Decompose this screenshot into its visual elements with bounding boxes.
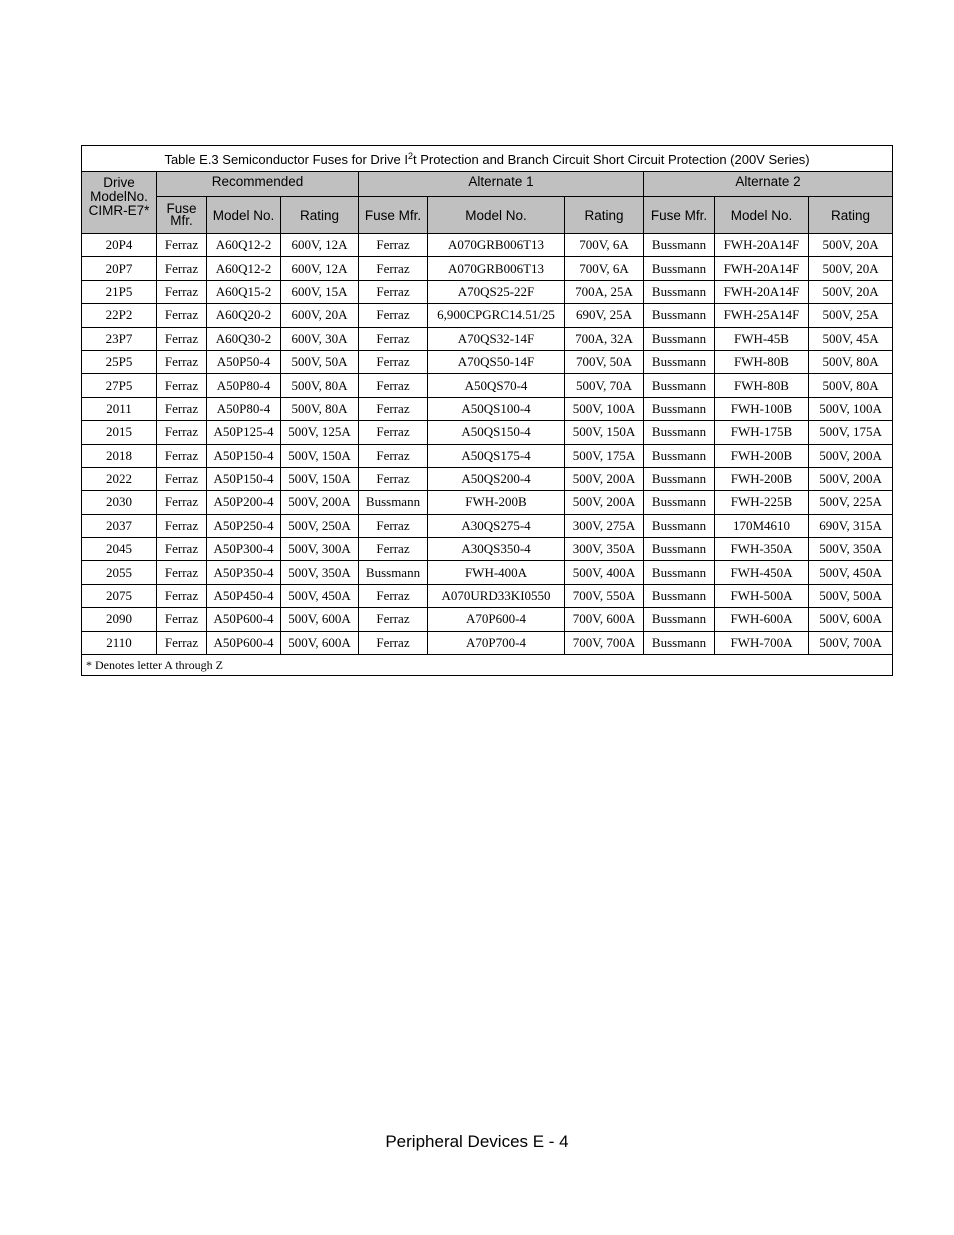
caption-row	[82, 146, 893, 172]
alt1-rating-cell: 700V, 50A	[565, 350, 644, 373]
alt1-model-cell: 6,900CPGRC14.51/25	[428, 304, 565, 327]
alt1-rating-cell: 700A, 25A	[565, 280, 644, 303]
table-row	[82, 444, 893, 467]
alt2-fuse-mfr-cell: Bussmann	[644, 538, 715, 561]
table-row	[82, 584, 893, 607]
alt1-model-cell: A70P600-4	[428, 608, 565, 631]
alt1-rating-cell: 500V, 200A	[565, 491, 644, 514]
alt2-rating-cell: 500V, 80A	[809, 374, 893, 397]
footnote-row	[82, 655, 893, 676]
alt2-model-cell: FWH-600A	[715, 608, 809, 631]
alt2-fuse-mfr-cell: Bussmann	[644, 421, 715, 444]
table-row	[82, 397, 893, 420]
drive-model-cell: 2055	[82, 561, 157, 584]
alt1-rating-cell: 500V, 150A	[565, 421, 644, 444]
alt2-model-cell: FWH-700A	[715, 631, 809, 654]
table-row	[82, 421, 893, 444]
drive-model-cell: 22P2	[82, 304, 157, 327]
drive-model-cell: 2030	[82, 491, 157, 514]
alternate1-model-header: Model No.	[428, 197, 565, 234]
rec-rating-cell: 500V, 125A	[281, 421, 359, 444]
page-footer: Peripheral Devices E - 4	[385, 1132, 569, 1151]
alt2-fuse-mfr-cell: Bussmann	[644, 374, 715, 397]
rec-fuse-mfr-cell: Ferraz	[157, 514, 207, 537]
drive-model-cell: 27P5	[82, 374, 157, 397]
alt1-fuse-mfr-cell: Ferraz	[359, 350, 428, 373]
alt2-fuse-mfr-cell: Bussmann	[644, 280, 715, 303]
table-row	[82, 538, 893, 561]
alternate1-fuse-mfr-header: Fuse Mfr.	[359, 197, 428, 234]
column-header-row	[82, 197, 893, 234]
rec-model-cell: A50P600-4	[207, 608, 281, 631]
alternate2-group-header: Alternate 2	[644, 172, 893, 197]
rec-rating-cell: 500V, 150A	[281, 467, 359, 490]
rec-rating-cell: 600V, 15A	[281, 280, 359, 303]
alt1-fuse-mfr-cell: Ferraz	[359, 608, 428, 631]
alt1-model-cell: A30QS275-4	[428, 514, 565, 537]
rec-model-cell: A50P125-4	[207, 421, 281, 444]
alt2-rating-cell: 500V, 80A	[809, 350, 893, 373]
rec-rating-cell: 500V, 80A	[281, 397, 359, 420]
alt2-rating-cell: 500V, 20A	[809, 234, 893, 257]
alt2-rating-cell: 500V, 20A	[809, 280, 893, 303]
table-row	[82, 327, 893, 350]
alt1-rating-cell: 500V, 200A	[565, 467, 644, 490]
rec-model-cell: A50P80-4	[207, 374, 281, 397]
drive-model-cell: 2015	[82, 421, 157, 444]
alt2-model-cell: FWH-100B	[715, 397, 809, 420]
alt2-model-cell: FWH-500A	[715, 584, 809, 607]
drive-model-cell: 2037	[82, 514, 157, 537]
alt2-fuse-mfr-cell: Bussmann	[644, 467, 715, 490]
alt1-model-cell: A70QS32-14F	[428, 327, 565, 350]
drive-model-cell: 23P7	[82, 327, 157, 350]
rec-fuse-mfr-cell: Ferraz	[157, 280, 207, 303]
alt1-fuse-mfr-cell: Ferraz	[359, 397, 428, 420]
rec-model-cell: A60Q30-2	[207, 327, 281, 350]
alt2-fuse-mfr-cell: Bussmann	[644, 257, 715, 280]
alt2-rating-cell: 690V, 315A	[809, 514, 893, 537]
alt1-fuse-mfr-cell: Ferraz	[359, 374, 428, 397]
rec-rating-cell: 500V, 450A	[281, 584, 359, 607]
alt2-model-cell: FWH-200B	[715, 444, 809, 467]
alt1-rating-cell: 500V, 100A	[565, 397, 644, 420]
alt2-fuse-mfr-cell: Bussmann	[644, 304, 715, 327]
table-row	[82, 491, 893, 514]
table-row	[82, 374, 893, 397]
alt1-model-cell: A070GRB006T13	[428, 257, 565, 280]
alt2-rating-cell: 500V, 450A	[809, 561, 893, 584]
alternate2-fuse-mfr-header: Fuse Mfr.	[644, 197, 715, 234]
table-row	[82, 234, 893, 257]
alt1-model-cell: A70QS25-22F	[428, 280, 565, 303]
alt1-rating-cell: 700V, 700A	[565, 631, 644, 654]
rec-model-cell: A50P450-4	[207, 584, 281, 607]
alt1-rating-cell: 700V, 600A	[565, 608, 644, 631]
rec-model-cell: A50P150-4	[207, 444, 281, 467]
rec-model-cell: A50P250-4	[207, 514, 281, 537]
alt1-fuse-mfr-cell: Ferraz	[359, 444, 428, 467]
rec-model-cell: A60Q20-2	[207, 304, 281, 327]
table-row	[82, 608, 893, 631]
drive-model-cell: 2011	[82, 397, 157, 420]
alt1-model-cell: A50QS100-4	[428, 397, 565, 420]
rec-rating-cell: 600V, 20A	[281, 304, 359, 327]
drive-model-cell: 20P4	[82, 234, 157, 257]
rec-fuse-mfr-cell: Ferraz	[157, 397, 207, 420]
rec-model-cell: A60Q12-2	[207, 234, 281, 257]
rec-fuse-mfr-cell: Ferraz	[157, 491, 207, 514]
rec-rating-cell: 500V, 600A	[281, 631, 359, 654]
alternate1-rating-header: Rating	[565, 197, 644, 234]
rec-rating-cell: 500V, 80A	[281, 374, 359, 397]
alt2-rating-cell: 500V, 700A	[809, 631, 893, 654]
rec-fuse-mfr-cell: Ferraz	[157, 444, 207, 467]
alt2-fuse-mfr-cell: Bussmann	[644, 397, 715, 420]
alt2-model-cell: FWH-225B	[715, 491, 809, 514]
alt1-rating-cell: 300V, 350A	[565, 538, 644, 561]
alt1-fuse-mfr-cell: Ferraz	[359, 304, 428, 327]
alt2-rating-cell: 500V, 45A	[809, 327, 893, 350]
alt2-model-cell: FWH-175B	[715, 421, 809, 444]
alt2-model-cell: FWH-80B	[715, 374, 809, 397]
alt1-fuse-mfr-cell: Ferraz	[359, 538, 428, 561]
table-row	[82, 257, 893, 280]
alt1-rating-cell: 300V, 275A	[565, 514, 644, 537]
rec-model-cell: A50P150-4	[207, 467, 281, 490]
group-header-row	[82, 172, 893, 197]
rec-fuse-mfr-cell: Ferraz	[157, 374, 207, 397]
alt1-model-cell: A70P700-4	[428, 631, 565, 654]
rec-fuse-mfr-cell: Ferraz	[157, 608, 207, 631]
rec-rating-cell: 500V, 250A	[281, 514, 359, 537]
alt1-rating-cell: 700A, 32A	[565, 327, 644, 350]
caption-superscript: 2	[407, 150, 413, 161]
drive-model-cell: 2018	[82, 444, 157, 467]
alt1-model-cell: A50QS175-4	[428, 444, 565, 467]
table-row	[82, 561, 893, 584]
alt1-fuse-mfr-cell: Bussmann	[359, 491, 428, 514]
rec-fuse-mfr-cell: Ferraz	[157, 631, 207, 654]
alt2-model-cell: 170M4610	[715, 514, 809, 537]
alt2-rating-cell: 500V, 20A	[809, 257, 893, 280]
caption-text-after: t Protection and Branch Circuit Short Circuit Protection (200V Series)	[412, 151, 810, 167]
alternate2-rating-header: Rating	[809, 197, 893, 234]
rec-rating-cell: 600V, 12A	[281, 234, 359, 257]
rec-fuse-mfr-cell: Ferraz	[157, 584, 207, 607]
alt1-rating-cell: 500V, 175A	[565, 444, 644, 467]
rec-rating-cell: 500V, 50A	[281, 350, 359, 373]
alt2-rating-cell: 500V, 500A	[809, 584, 893, 607]
alt2-fuse-mfr-cell: Bussmann	[644, 514, 715, 537]
alt2-fuse-mfr-cell: Bussmann	[644, 234, 715, 257]
rec-model-cell: A50P600-4	[207, 631, 281, 654]
alt2-fuse-mfr-cell: Bussmann	[644, 444, 715, 467]
alt1-model-cell: A50QS200-4	[428, 467, 565, 490]
alt1-fuse-mfr-cell: Ferraz	[359, 327, 428, 350]
alt1-fuse-mfr-cell: Ferraz	[359, 584, 428, 607]
alt1-rating-cell: 500V, 400A	[565, 561, 644, 584]
alt2-fuse-mfr-cell: Bussmann	[644, 584, 715, 607]
rec-rating-cell: 500V, 150A	[281, 444, 359, 467]
rec-rating-cell: 500V, 350A	[281, 561, 359, 584]
drive-model-cell: 2110	[82, 631, 157, 654]
alt2-rating-cell: 500V, 25A	[809, 304, 893, 327]
alt1-rating-cell: 700V, 550A	[565, 584, 644, 607]
alt2-model-cell: FWH-450A	[715, 561, 809, 584]
rec-fuse-mfr-cell: Ferraz	[157, 421, 207, 444]
alt2-model-cell: FWH-80B	[715, 350, 809, 373]
alt1-model-cell: A50QS70-4	[428, 374, 565, 397]
alt1-fuse-mfr-cell: Ferraz	[359, 257, 428, 280]
recommended-model-header: Model No.	[207, 197, 281, 234]
rec-fuse-mfr-cell: Ferraz	[157, 538, 207, 561]
alt1-model-cell: A70QS50-14F	[428, 350, 565, 373]
alternate2-model-header: Model No.	[715, 197, 809, 234]
table-footnote: * Denotes letter A through Z	[82, 655, 893, 676]
recommended-fuse-mfr-header: Fuse Mfr.	[157, 197, 207, 234]
rec-model-cell: A60Q12-2	[207, 257, 281, 280]
recommended-group-header: Recommended	[157, 172, 359, 197]
alt2-rating-cell: 500V, 350A	[809, 538, 893, 561]
table-row	[82, 280, 893, 303]
alt1-rating-cell: 700V, 6A	[565, 234, 644, 257]
table-row	[82, 350, 893, 373]
alt2-rating-cell: 500V, 200A	[809, 467, 893, 490]
alt1-fuse-mfr-cell: Ferraz	[359, 234, 428, 257]
alt2-rating-cell: 500V, 100A	[809, 397, 893, 420]
alt1-rating-cell: 500V, 70A	[565, 374, 644, 397]
rec-rating-cell: 600V, 30A	[281, 327, 359, 350]
rec-fuse-mfr-cell: Ferraz	[157, 561, 207, 584]
rec-rating-cell: 500V, 300A	[281, 538, 359, 561]
table-row	[82, 467, 893, 490]
rec-fuse-mfr-cell: Ferraz	[157, 327, 207, 350]
rec-model-cell: A50P80-4	[207, 397, 281, 420]
alt2-model-cell: FWH-20A14F	[715, 280, 809, 303]
drive-model-cell: 2075	[82, 584, 157, 607]
rec-model-cell: A60Q15-2	[207, 280, 281, 303]
alt1-model-cell: FWH-400A	[428, 561, 565, 584]
rec-fuse-mfr-cell: Ferraz	[157, 234, 207, 257]
alt2-model-cell: FWH-20A14F	[715, 234, 809, 257]
rec-fuse-mfr-cell: Ferraz	[157, 350, 207, 373]
recommended-rating-header: Rating	[281, 197, 359, 234]
rec-rating-cell: 600V, 12A	[281, 257, 359, 280]
alt2-fuse-mfr-cell: Bussmann	[644, 327, 715, 350]
alt1-fuse-mfr-cell: Ferraz	[359, 467, 428, 490]
alt1-fuse-mfr-cell: Ferraz	[359, 514, 428, 537]
rec-fuse-mfr-cell: Ferraz	[157, 257, 207, 280]
drive-model-cell: 21P5	[82, 280, 157, 303]
rec-model-cell: A50P300-4	[207, 538, 281, 561]
alt1-model-cell: A30QS350-4	[428, 538, 565, 561]
fuse-table	[81, 145, 893, 676]
alt2-model-cell: FWH-350A	[715, 538, 809, 561]
rec-fuse-mfr-cell: Ferraz	[157, 304, 207, 327]
drive-model-cell: 20P7	[82, 257, 157, 280]
rec-rating-cell: 500V, 600A	[281, 608, 359, 631]
drive-model-header: Drive ModelNo. CIMR-E7*	[82, 172, 157, 234]
rec-model-cell: A50P350-4	[207, 561, 281, 584]
drive-model-cell: 2045	[82, 538, 157, 561]
alt1-fuse-mfr-cell: Ferraz	[359, 421, 428, 444]
rec-fuse-mfr-cell: Ferraz	[157, 467, 207, 490]
table-row	[82, 631, 893, 654]
alt1-model-cell: A50QS150-4	[428, 421, 565, 444]
alt2-rating-cell: 500V, 600A	[809, 608, 893, 631]
alt1-fuse-mfr-cell: Bussmann	[359, 561, 428, 584]
alt2-model-cell: FWH-200B	[715, 467, 809, 490]
alt1-fuse-mfr-cell: Ferraz	[359, 280, 428, 303]
alt2-model-cell: FWH-20A14F	[715, 257, 809, 280]
alt1-model-cell: FWH-200B	[428, 491, 565, 514]
caption-text-before: Table E.3 Semiconductor Fuses for Drive I	[164, 151, 408, 167]
alt2-fuse-mfr-cell: Bussmann	[644, 491, 715, 514]
table-row	[82, 514, 893, 537]
alt2-rating-cell: 500V, 175A	[809, 421, 893, 444]
alt1-rating-cell: 690V, 25A	[565, 304, 644, 327]
rec-rating-cell: 500V, 200A	[281, 491, 359, 514]
alt2-model-cell: FWH-25A14F	[715, 304, 809, 327]
rec-model-cell: A50P50-4	[207, 350, 281, 373]
alt2-fuse-mfr-cell: Bussmann	[644, 561, 715, 584]
alt1-model-cell: A070GRB006T13	[428, 234, 565, 257]
alt1-rating-cell: 700V, 6A	[565, 257, 644, 280]
drive-model-cell: 25P5	[82, 350, 157, 373]
rec-model-cell: A50P200-4	[207, 491, 281, 514]
alt2-rating-cell: 500V, 225A	[809, 491, 893, 514]
alt2-fuse-mfr-cell: Bussmann	[644, 608, 715, 631]
alt1-fuse-mfr-cell: Ferraz	[359, 631, 428, 654]
alt1-model-cell: A070URD33KI0550	[428, 584, 565, 607]
alt2-fuse-mfr-cell: Bussmann	[644, 350, 715, 373]
table-row	[82, 304, 893, 327]
alt2-model-cell: FWH-45B	[715, 327, 809, 350]
alt2-rating-cell: 500V, 200A	[809, 444, 893, 467]
alt2-fuse-mfr-cell: Bussmann	[644, 631, 715, 654]
alternate1-group-header: Alternate 1	[359, 172, 644, 197]
drive-model-cell: 2090	[82, 608, 157, 631]
drive-model-cell: 2022	[82, 467, 157, 490]
table-caption	[82, 146, 893, 172]
table-body	[82, 234, 893, 655]
